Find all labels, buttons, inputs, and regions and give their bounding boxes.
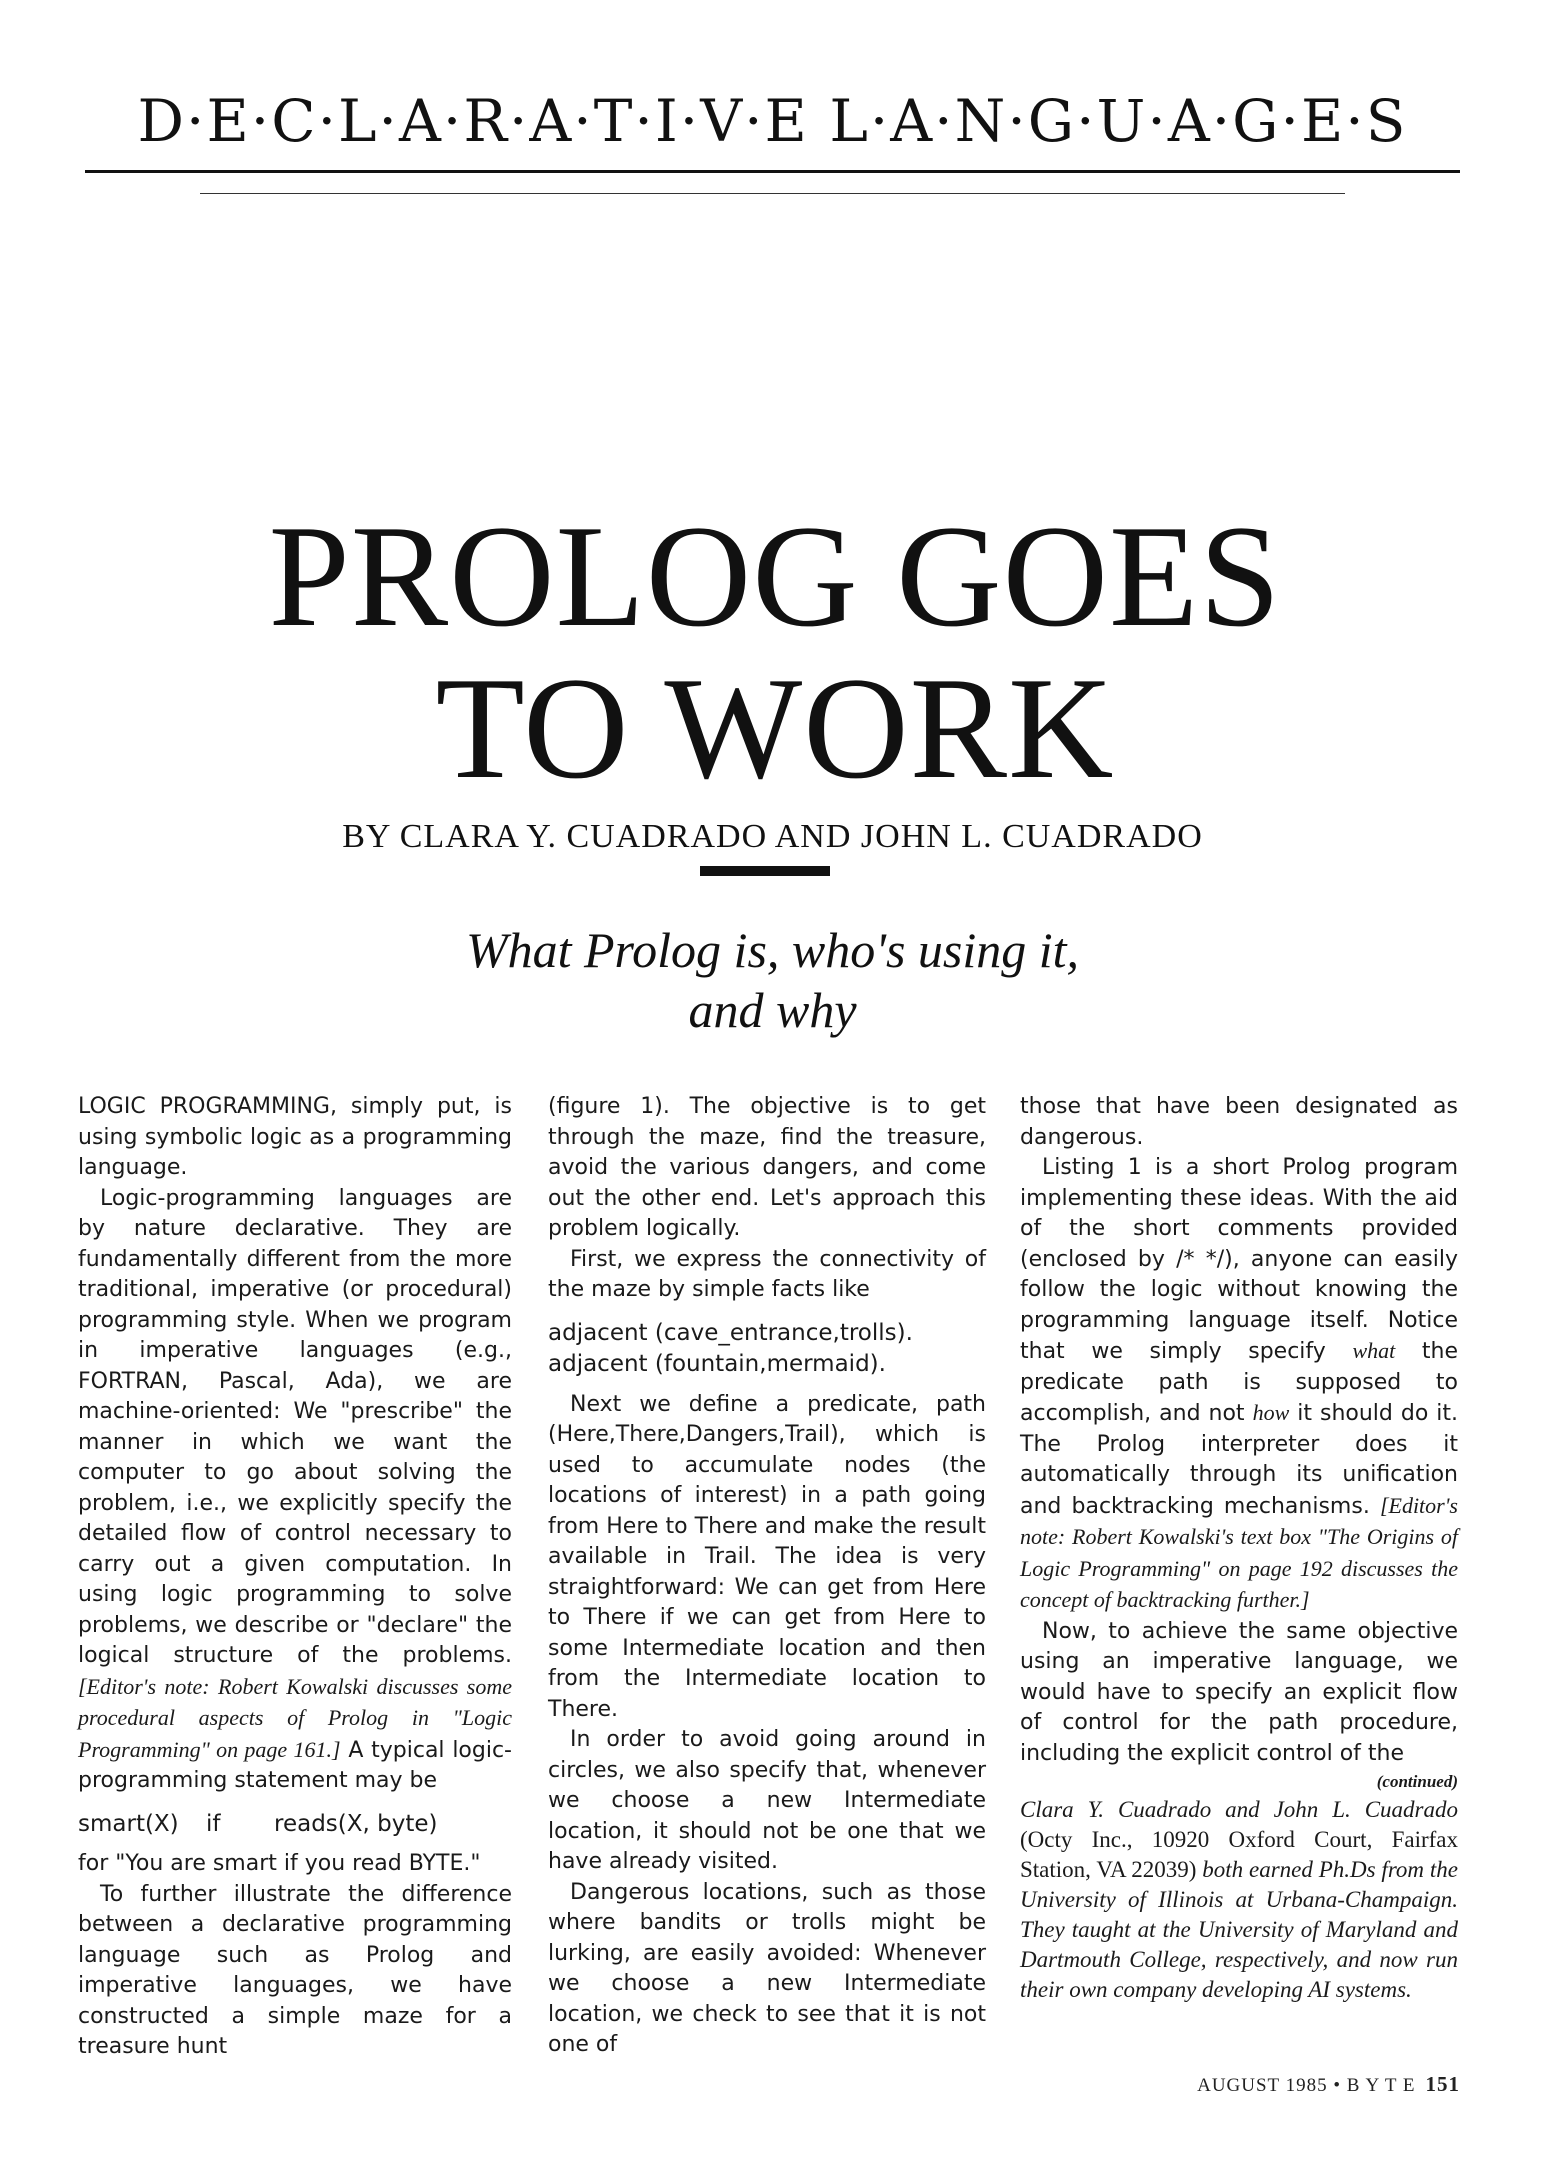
col1-paragraph-2 [78,1184,512,1797]
col3-paragraph-3: Now, to achieve the same objective using an imperative language, we would have to specify an explicit flow of control for the path procedure, including the explicit control of the [1020,1618,1458,1766]
subtitle-line-2: and why [688,982,857,1038]
article-subtitle [300,920,1245,1040]
col2-paragraph-2: First, we express the connectivity of the maze by simple facts like [548,1246,986,1302]
col1-editor-note: [Editor's note: Robert Kowalski discusses some procedural aspects of Prolog in "Logic Programming" on page 161.] [78,1673,512,1762]
header-rule-thin [200,193,1345,194]
code-reads-x-byte: reads(X, byte) [274,1810,438,1837]
bio-text: both earned Ph.Ds from the University of Illinois at Urbana-Champaign. They taught at the University of Maryland and Dartmouth College, respectively, and now run their own company developing AI systems. [1020,1857,1458,2002]
col3-paragraph-1: those that have been designated as dangerous. [1020,1094,1458,1150]
header-rule-thick [85,170,1460,173]
footer-page-number: 151 [1425,2072,1460,2096]
continued-label: (continued) [1376,1772,1458,1791]
footer-date-magazine: AUGUST 1985 • B Y T E [1197,2075,1416,2096]
code-if: if [206,1810,221,1837]
col1-paragraph-2-tail: A typical logic-programming statement may be [78,1737,512,1793]
col1-paragraph-1: LOGIC PROGRAMMING, simply put, is using symbolic logic as a programming language. [78,1094,512,1180]
col3-p2-how: how [1252,1400,1290,1425]
byline-divider-bar [700,866,830,876]
adjacent-facts-code [548,1318,986,1380]
col2-paragraph-4: In order to avoid going around in circles, we also specify that, whenever we choose a new Intermediate location, it should not be one that we have already visited. [548,1727,986,1874]
article-title [160,495,1390,809]
col3-p2-a: Listing 1 is a short Prolog program implementing these ideas. With the aid of the short comments provided (enclosed by /* */), anyone can easily follow the logic without knowing the programming language itself. Notice that we simply specify [1020,1155,1458,1364]
col1-paragraph-3: for "You are smart if you read BYTE." [78,1851,481,1876]
page-footer [1150,2072,1460,2097]
body-column-3 [1020,1092,1458,2005]
section-header: D·E·C·L·A·R·A·T·I·V·E L·A·N·G·U·A·G·E·S [137,87,1408,155]
col3-p2-what: what [1352,1338,1396,1363]
col1-paragraph-4: To further illustrate the difference between a declarative programming language such as Prolog and imperative languages, we have constructed a simple maze for a treasure hunt [78,1881,512,2059]
code-smart-x: smart(X) [78,1810,179,1837]
col2-paragraph-5: Dangerous locations, such as those where bandits or trolls might be lurking, are easily avoided: Whenever we choose a new Intermediate location, we check to see that it is not one of [548,1879,986,2057]
col3-p2-b: the predicate path is supposed to accomplish, and not [1020,1339,1459,1426]
subtitle-line-1: What Prolog is, who's using it, [465,922,1080,978]
author-bio [1020,1795,1458,2005]
col1-paragraph-2-text: Logic-programming languages are by nature declarative. They are fundamentally different from the more traditional, imperative (or procedural) programming style. When we program in imperative languages (e.g., FORTRAN, Pascal, Ada), we are machine-oriented: We "prescribe" the manner in which we want the computer to go about solving the problem, i.e., we explicitly specify the detailed flow of control necessary to carry out a given computation. In using logic programming to solve problems, we describe or "declare" the logical structure of the problems. [78,1185,512,1668]
col3-paragraph-2 [1020,1153,1458,1617]
col3-p2-c: it should do it. The Prolog interpreter does it automatically through its unification and backtracking mechanisms. [1020,1401,1459,1519]
byline: BY CLARA Y. CUADRADO AND JOHN L. CUADRADO [342,818,1203,855]
bio-address: (Octy Inc., 10920 Oxford Court, Fairfax Station, VA 22039) [1020,1827,1458,1882]
col2-paragraph-3: Next we define a predicate, path (Here,There,Dangers,Trail), which is used to accumulate nodes (the locations of interest) in a path going from Here to There and make the result available in Trail. The idea is very straightforward: We can get from Here to There if we can get from Here to some Intermediate location and then from the Intermediate location to There. [548,1391,986,1722]
logic-statement-example [78,1809,512,1840]
title-line-2: TO WORK [435,647,1115,809]
title-line-1: PROLOG GOES [268,495,1282,657]
code-line-2: adjacent (fountain,mermaid). [548,1350,886,1377]
code-line-1: adjacent (cave_entrance,trolls). [548,1319,913,1346]
col2-paragraph-1: (figure 1). The objective is to get through the maze, find the treasure, avoid the various dangers, and come out the other end. Let's approach this problem logically. [548,1094,986,1241]
body-column-2 [548,1092,986,2061]
body-column-1 [78,1092,512,2063]
bio-names: Clara Y. Cuadrado and John L. Cuadrado [1020,1797,1458,1822]
col3-editor-note: [Editor's note: Robert Kowalski's text box "The Origins of Logic Programming" on page 192 discusses the concept of backtracking further.] [1020,1492,1458,1612]
